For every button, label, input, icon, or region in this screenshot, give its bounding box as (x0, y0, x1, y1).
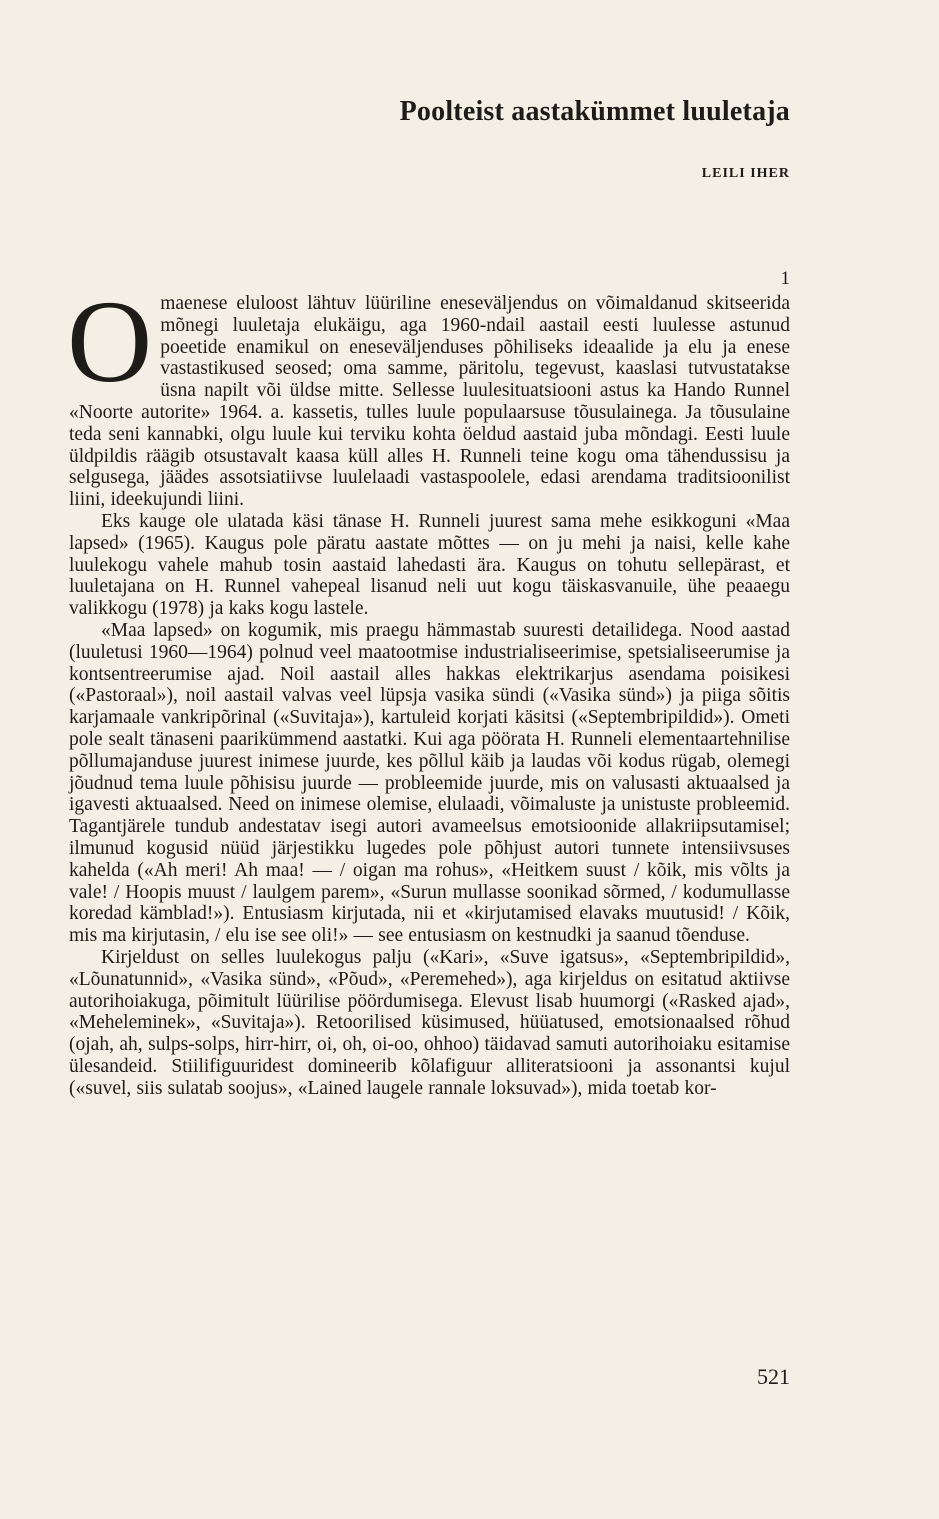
paragraph-text: maenese eluloost lähtuv lüüriline eneseväljendus on võimaldanud skitseerida mõnegi luuletaja elukäigu, aga 1960-ndail aastail eesti luulesse astunud poeetide enamikul on eneseväljenduses põhiliseks ideaalide ja elu ja enese vastastikused seosed; oma samme, päritolu, tegevust, kaaslasi tutvustatakse üsna napilt või üldse mitte. Sellesse luulesituatsiooni astus ka Hando Runnel «Noorte autorite» 1964. a. kassetis, tulles luule populaarsuse tõusulainega. Ja tõusulaine teda seni kannabki, olgu luule kui terviku kohta öeldud aastaid juba mõndagi. Eesti luule üldpildis räägib otsustavalt kaasa küll alles H. Runneli teine kogu oma tähendussisu ja selgusega, jäädes assotsiatiivse luulelaadi vastaspoolele, edasi arendama traditsioonilist liini, ideekujundi liini. (69, 293, 790, 511)
article-body (67, 276, 790, 1099)
page-number: 521 (757, 1364, 790, 1389)
paragraph-2: Eks kauge ole ulatada käsi tänase H. Runneli juurest sama mehe esikkoguni «Maa lapsed» (1965). Kaugus pole päratu aastate mõttes — on ju mehi ja naisi, kelle kahe luulekogu vahele mahub tosin aastaid lahedasti ära. Kaugus on tohutu sellepärast, et luuletajana on H. Runnel vahepeal lisanud neli uut kogu täiskasvanuile, ühe peaaegu valikkogu (1978) ja kaks kogu lastele. (69, 510, 790, 620)
paragraph-1 (67, 276, 790, 511)
paragraph-3: «Maa lapsed» on kogumik, mis praegu hämmastab suuresti detailidega. Nood aastad (luuletusi 1960—1964) polnud veel maatootmise industrialiseerimise, spetsialiseerumise ja kontsentreerumise ajad. Noil aastail alles hakkas elektrikarjus asendama poisikesi («Pastoraal»), noil aastail valvas veel lüpsja vasika sündi («Vasika sünd») ja piiga sõitis karjamaale vankripõrinal («Suvitaja»), kartuleid korjati käsitsi («Septembripildid»). Ometi pole sealt tänaseni paarikümmend aastatki. Kui aga pöörata H. Runneli elementaartehnilise põllumajanduse juurest inimese juurde, kes põllul käib ja laudas või kodus rügab, olemegi jõudnud tema luule põhisisu juurde — probleemide juurde, mis on valusasti aktuaalsed ja igavesti aktuaalsed. Need on inimese olemise, elulaadi, võimaluste ja unistuste probleemid. Tagantjärele tundub andestatav isegi autori avameelsus emotsioonide allakriipsutamisel; ilmunud kogusid nüüd järjestikku lugedes pole põhjust autori tunnete intensiivsuses kahelda («Ah meri! Ah maa! — / oigan ma rohus», «Heitkem suust / kõik, mis võlts ja vale! / Hoopis muust / laulgem parem», «Surun mullasse soonikad sõrmed, / kodumullasse koredad kämblad!»). Entusiasm kirjutada, nii et «kirjutamised elavaks muutusid! / Kõik, mis ma kirjutasin, / elu ise see oli!» — see entusiasm on kestnudki ja saanud tõenduse. (69, 619, 790, 947)
article-title: Poolteist aastakümmet luuletaja (399, 96, 790, 127)
section-number: 1 (780, 268, 790, 289)
author-name: LEILI IHER (701, 166, 790, 181)
paragraph-4: Kirjeldust on selles luulekogus palju («Kari», «Suve igatsus», «Septembripildid», «Lõunatunnid», «Vasika sünd», «Põud», «Peremehed»), aga kirjeldus on esitatud aktiivse autorihoiakuga, põimitult lüürilise pöördumisega. Elevust lisab huumorgi («Rasked ajad», «Meheleminek», «Suvitaja»). Retoorilised küsimused, hüüatused, emotsionaalsed rõhud (ojah, ah, sulps-solps, hirr-hirr, oi, oh, oi-oo, ohhoo) täidavad samuti autorihoiaku esitamise ülesandeid. Stiilifiguuridest domineerib kõlafiguur alliteratsiooni ja assonantsi kujul («suvel, siis sulatab soojus», «Lained laugele rannale loksuvad»), mida toetab kor- (69, 946, 790, 1099)
drop-cap: O (67, 276, 153, 407)
